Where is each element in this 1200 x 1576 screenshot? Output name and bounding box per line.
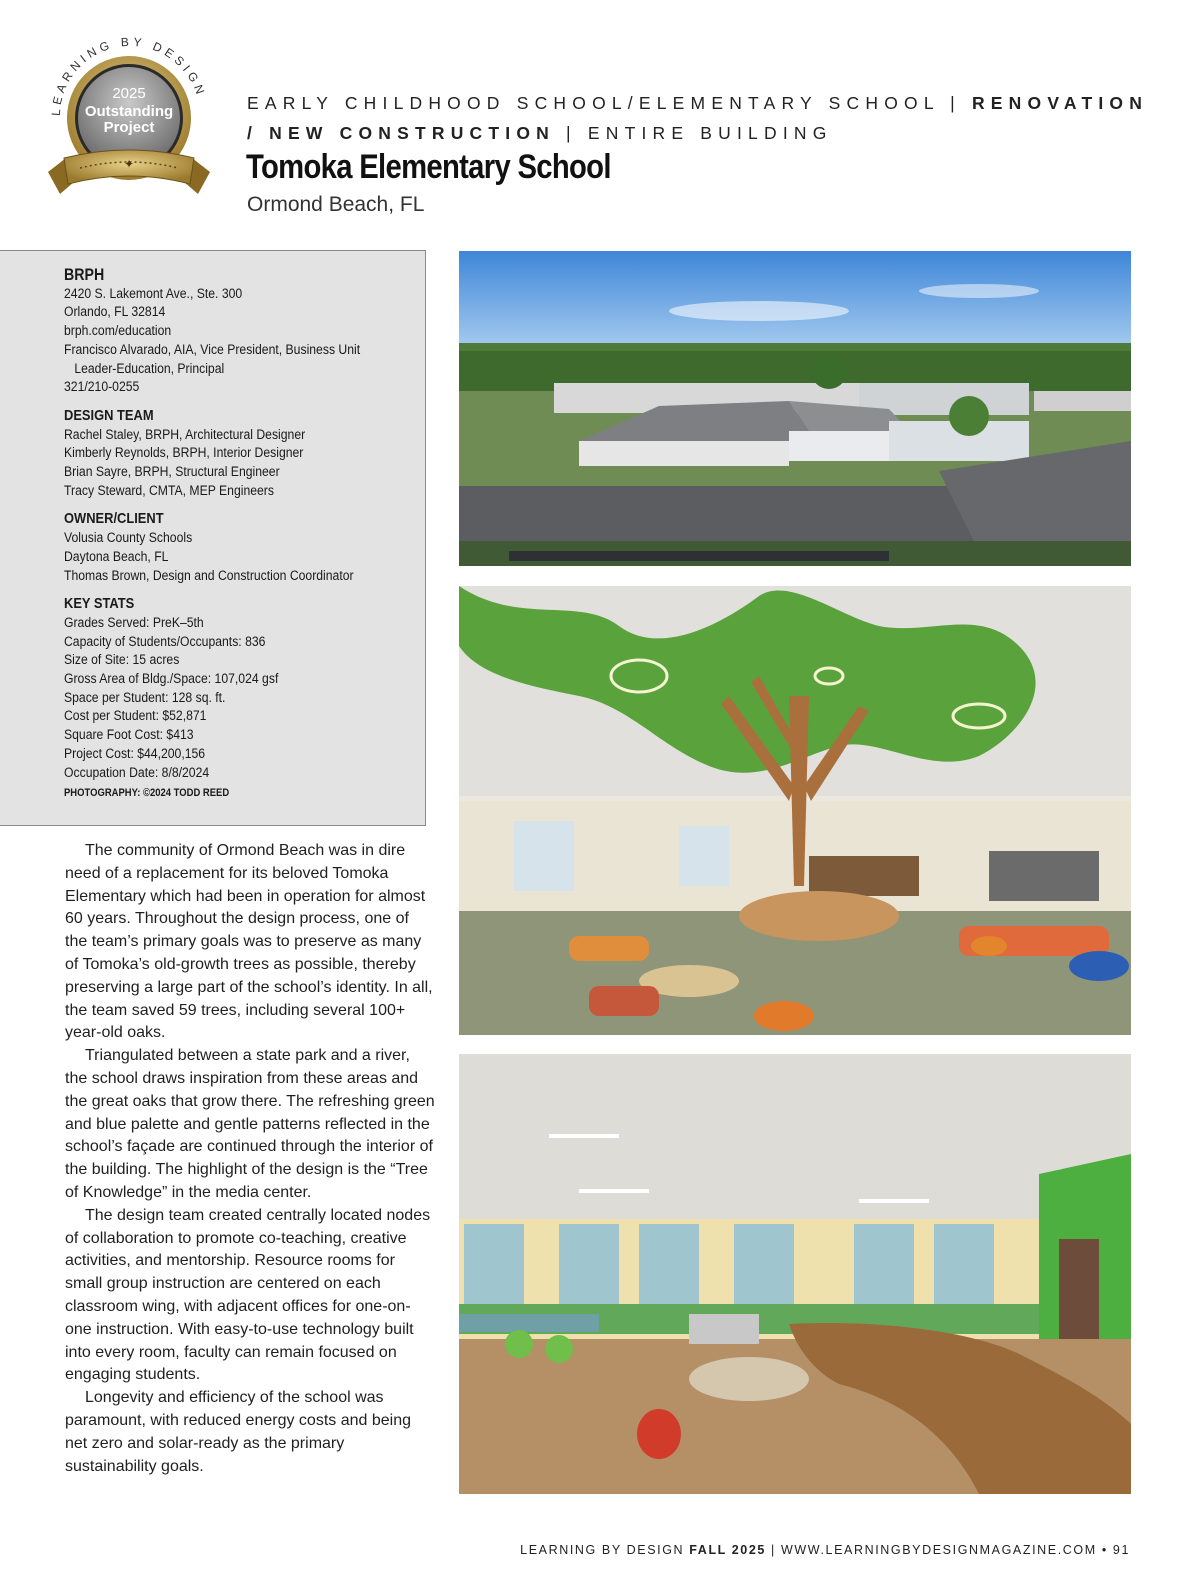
category-type: EARLY CHILDHOOD SCHOOL/ELEMENTARY SCHOOL |: [247, 93, 961, 113]
badge-line1: Outstanding: [84, 103, 174, 120]
footer-magazine: LEARNING BY DESIGN: [520, 1543, 685, 1557]
article-paragraph: Triangulated between a state park and a river, the school draws inspiration from these areas and the great oaks that grow there. The refreshing green and blue palette and gentle patterns reflected in the school’s façade are continued through the interior of the building. The highlight of the design is the “Tree of Knowledge” in the media center.: [65, 1047, 435, 1201]
badge-line2: Project: [103, 119, 155, 136]
design-team-member: Kimberly Reynolds, BRPH, Interior Designer: [64, 445, 304, 462]
owner-heading: OWNER/CLIENT: [64, 510, 164, 528]
award-badge: [40, 34, 220, 204]
stat-line: Cost per Student: $52,871: [64, 708, 207, 725]
article-paragraph: The design team created centrally located nodes of collaboration to promote co-teaching, creative activities, and mentorship. Resource rooms for small group instruction are centered on each classroom wing, with adjacent offices for one-on-one instruction. With easy-to-use technology built into every room, faculty can remain focused on engaging students.: [65, 1206, 431, 1384]
photo-credit: PHOTOGRAPHY: ©2024 TODD REED: [64, 787, 230, 800]
key-stats-heading: KEY STATS: [64, 595, 135, 613]
category-scope: RENOVATION / NEW CONSTRUCTION: [247, 93, 1149, 143]
stat-line: Occupation Date: 8/8/2024: [64, 764, 210, 781]
firm-website: brph.com/education: [64, 323, 172, 340]
aerial-exterior-photo: [459, 251, 1131, 566]
stat-line: Grades Served: PreK–5th: [64, 614, 204, 631]
project-info-box: [0, 250, 426, 826]
category-extent: | ENTIRE BUILDING: [566, 123, 833, 143]
footer-issue: FALL 2025: [689, 1543, 766, 1557]
project-title: Tomoka Elementary School: [246, 148, 611, 186]
project-location: Ormond Beach, FL: [247, 193, 425, 216]
footer-url-page: | WWW.LEARNINGBYDESIGNMAGAZINE.COM • 91: [771, 1543, 1130, 1557]
firm-city: Orlando, FL 32814: [64, 304, 166, 321]
firm-contact-title: Leader-Education, Principal: [74, 360, 225, 377]
stat-line: Capacity of Students/Occupants: 836: [64, 633, 266, 650]
svg-text:✦: ✦: [123, 157, 135, 171]
project-category: [247, 88, 1167, 148]
article-paragraph: Longevity and efficiency of the school was paramount, with reduced energy costs and being net zero and solar-ready as the primary sustainability goals.: [65, 1389, 411, 1475]
stat-line: Square Foot Cost: $413: [64, 727, 194, 744]
stat-line: Gross Area of Bldg./Space: 107,024 gsf: [64, 671, 279, 688]
article-body: [65, 840, 435, 1478]
design-team-member: Rachel Staley, BRPH, Architectural Designer: [64, 426, 306, 443]
article-paragraph: The community of Ormond Beach was in dire need of a replacement for its beloved Tomoka Elementary which had been in operation for almost 60 years. Throughout the design process, one of the team’s primary goals was to preserve as many of Tomoka’s old-growth trees as possible, thereby preserving a large part of the school’s identity. In all, the team saved 59 trees, including several 100+ year-old oaks.: [65, 842, 433, 1042]
stat-line: Project Cost: $44,200,156: [64, 745, 206, 762]
badge-year: 2025: [112, 85, 146, 102]
owner-line: Daytona Beach, FL: [64, 548, 169, 565]
stat-line: Size of Site: 15 acres: [64, 652, 180, 669]
design-team-member: Tracy Steward, CMTA, MEP Engineers: [64, 482, 274, 499]
firm-contact: Francisco Alvarado, AIA, Vice President, Business Unit: [64, 341, 361, 358]
firm-address: 2420 S. Lakemont Ave., Ste. 300: [64, 285, 243, 302]
owner-line: Thomas Brown, Design and Construction Coordinator: [64, 567, 354, 584]
badge-arc-text: LEARNING BY DESIGN: [48, 34, 209, 117]
page-footer: [520, 1543, 1130, 1557]
design-team-heading: DESIGN TEAM: [64, 406, 154, 424]
firm-name: BRPH: [64, 266, 105, 284]
classroom-photo: [459, 1054, 1131, 1494]
design-team-member: Brian Sayre, BRPH, Structural Engineer: [64, 464, 280, 481]
stat-line: Space per Student: 128 sq. ft.: [64, 689, 226, 706]
firm-phone: 321/210-0255: [64, 379, 140, 396]
owner-line: Volusia County Schools: [64, 530, 193, 547]
media-center-tree-photo: [459, 586, 1131, 1035]
